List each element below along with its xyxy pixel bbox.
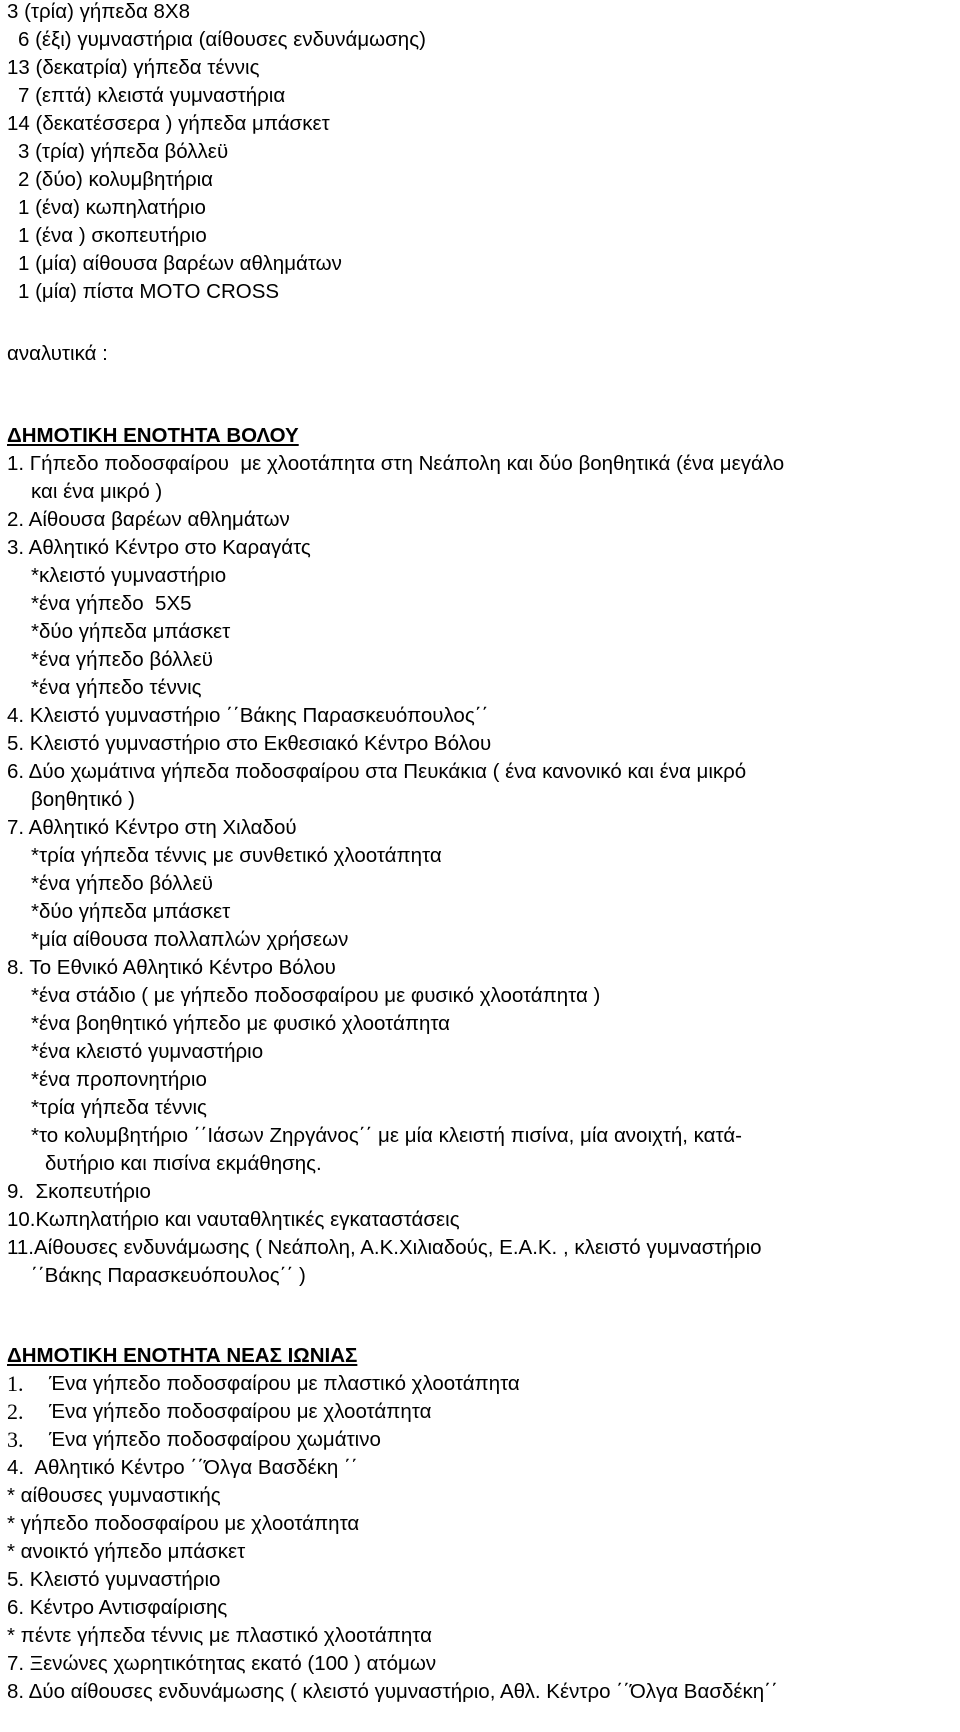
volos-line: *κλειστό γυμναστήριο (31, 564, 227, 587)
nea-ionia-item-text: Ένα γήπεδο ποδοσφαίρου με πλαστικό χλοοτάπητα (49, 1372, 520, 1395)
nea-ionia-item-number: 1. (7, 1371, 24, 1396)
volos-line: 7. Αθλητικό Κέντρο στη Χιλαδού (7, 816, 297, 839)
summary-line: 2 (δύο) κολυμβητήρια (18, 168, 214, 191)
summary-line: 13 (δεκατρία) γήπεδα τέννις (7, 56, 260, 79)
nea-ionia-line: 4. Αθλητικό Κέντρο ΄΄Όλγα Βασδέκη ΄΄ (7, 1456, 358, 1479)
summary-line: 6 (έξι) γυμναστήρια (αίθουσες ενδυνάμωσης) (18, 28, 426, 51)
volos-line: βοηθητικό ) (31, 788, 135, 811)
volos-line: *ένα προπονητήριο (31, 1068, 207, 1091)
volos-line: *το κολυμβητήριο ΄΄Ιάσων Ζηργάνος΄΄ με μία κλειστή πισίνα, μία ανοιχτή, κατά- (31, 1124, 743, 1147)
nea-ionia-item-number: 3. (7, 1427, 24, 1452)
volos-line: *ένα γήπεδο 5Χ5 (31, 592, 192, 615)
summary-line: 1 (ένα ) σκοπευτήριο (18, 224, 207, 247)
volos-line: *ένα κλειστό γυμναστήριο (31, 1040, 264, 1063)
summary-line: 1 (μία) πίστα MOTO CROSS (18, 280, 280, 303)
nea-ionia-line: * γήπεδο ποδοσφαίρου με χλοοτάπητα (7, 1512, 360, 1535)
nea-ionia-item-text: Ένα γήπεδο ποδοσφαίρου με χλοοτάπητα (49, 1400, 432, 1423)
volos-line: 3. Αθλητικό Κέντρο στο Καραγάτς (7, 536, 311, 559)
volos-line: *ένα βοηθητικό γήπεδο με φυσικό χλοοτάπητα (31, 1012, 451, 1035)
volos-line: *ένα γήπεδο τέννις (31, 676, 202, 699)
nea-ionia-line: 7. Ξενώνες χωρητικότητας εκατό (100 ) ατόμων (7, 1652, 437, 1675)
section-heading-volos: ΔΗΜΟΤΙΚΗ ΕΝΟΤΗΤΑ ΒΟΛΟΥ (7, 424, 299, 447)
volos-line: 11.Αίθουσες ενδυνάμωσης ( Νεάπολη, Α.Κ.Χιλιαδούς, Ε.Α.Κ. , κλειστό γυμναστήριο (7, 1236, 762, 1259)
volos-line: 6. Δύο χωμάτινα γήπεδα ποδοσφαίρου στα Πευκάκια ( ένα κανονικό και ένα μικρό (7, 760, 747, 783)
volos-line: δυτήριο και πισίνα εκμάθησης. (45, 1152, 322, 1175)
volos-line: *μία αίθουσα πολλαπλών χρήσεων (31, 928, 349, 951)
volos-line: 2. Αίθουσα βαρέων αθλημάτων (7, 508, 290, 531)
volos-line: *ένα γήπεδο βόλλεϋ (31, 872, 214, 895)
nea-ionia-item-text: Ένα γήπεδο ποδοσφαίρου χωμάτινο (49, 1428, 381, 1451)
summary-line: 14 (δεκατέσσερα ) γήπεδα μπάσκετ (7, 112, 330, 135)
analytic-label: αναλυτικά : (7, 342, 108, 365)
volos-line: 9. Σκοπευτήριο (7, 1180, 151, 1203)
volos-line: *δύο γήπεδα μπάσκετ (31, 900, 231, 923)
summary-line: 3 (τρία) γήπεδα βόλλεϋ (18, 140, 229, 163)
summary-line: 3 (τρία) γήπεδα 8Χ8 (7, 0, 190, 23)
volos-line: 8. Το Εθνικό Αθλητικό Κέντρο Βόλου (7, 956, 336, 979)
volos-line: 4. Κλειστό γυμναστήριο ΄΄Βάκης Παρασκευόπουλος΄΄ (7, 704, 489, 727)
volos-line: *ένα γήπεδο βόλλεϋ (31, 648, 214, 671)
nea-ionia-line: 8. Δύο αίθουσες ενδυνάμωσης ( κλειστό γυμναστήριο, Αθλ. Κέντρο ΄΄Όλγα Βασδέκη΄΄ (7, 1680, 778, 1703)
nea-ionia-line: * πέντε γήπεδα τέννις με πλαστικό χλοοτάπητα (7, 1624, 432, 1647)
volos-line: 5. Κλειστό γυμναστήριο στο Εκθεσιακό Κέντρο Βόλου (7, 732, 492, 755)
nea-ionia-line: 5. Κλειστό γυμναστήριο (7, 1568, 221, 1591)
volos-line: *τρία γήπεδα τέννις (31, 1096, 207, 1119)
volos-line: 10.Κωπηλατήριο και ναυταθλητικές εγκαταστάσεις (7, 1208, 460, 1231)
summary-line: 1 (ένα) κωπηλατήριο (18, 196, 206, 219)
summary-line: 1 (μία) αίθουσα βαρέων αθλημάτων (18, 252, 342, 275)
volos-line: 1. Γήπεδο ποδοσφαίρου με χλοοτάπητα στη Νεάπολη και δύο βοηθητικά (ένα μεγάλο (7, 452, 785, 475)
volos-line: και ένα μικρό ) (31, 480, 163, 503)
volos-line: *ένα στάδιο ( με γήπεδο ποδοσφαίρου με φυσικό χλοοτάπητα ) (31, 984, 601, 1007)
nea-ionia-item-number: 2. (7, 1399, 24, 1424)
nea-ionia-line: * ανοικτό γήπεδο μπάσκετ (7, 1540, 246, 1563)
volos-line: *δύο γήπεδα μπάσκετ (31, 620, 231, 643)
section-heading-nea-ionia: ΔΗΜΟΤΙΚΗ ΕΝΟΤΗΤΑ ΝΕΑΣ ΙΩΝΙΑΣ (7, 1344, 358, 1367)
nea-ionia-line: 6. Κέντρο Αντισφαίρισης (7, 1596, 228, 1619)
nea-ionia-line: * αίθουσες γυμναστικής (7, 1484, 221, 1507)
summary-line: 7 (επτά) κλειστά γυμναστήρια (18, 84, 286, 107)
volos-line: ΄΄Βάκης Παρασκευόπουλος΄΄ ) (31, 1264, 306, 1287)
volos-line: *τρία γήπεδα τέννις με συνθετικό χλοοτάπητα (31, 844, 442, 867)
